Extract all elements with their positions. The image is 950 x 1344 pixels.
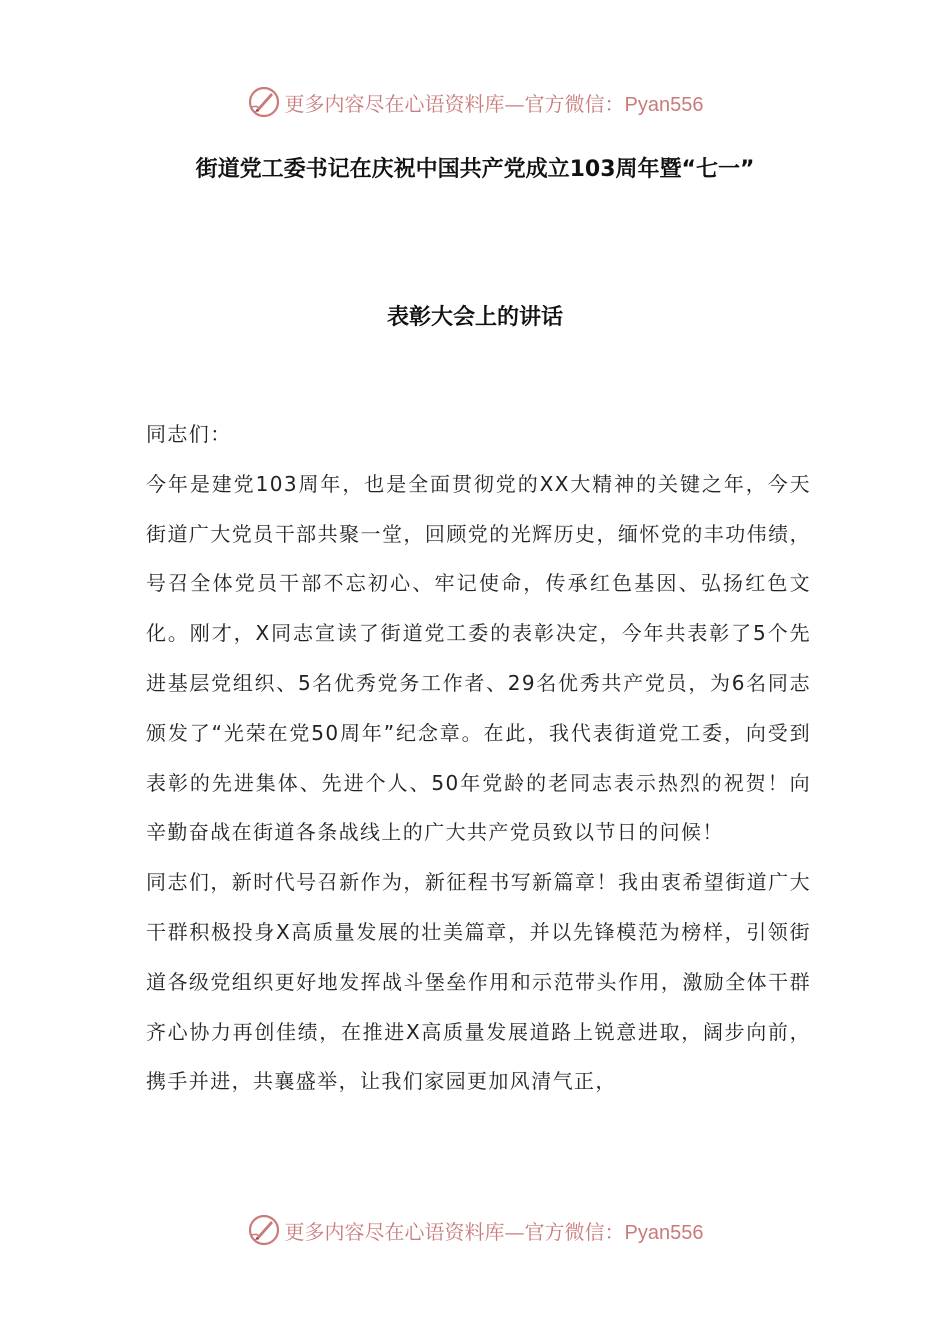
paragraph: 今年是建党103周年，也是全面贯彻党的XX大精神的关键之年，今天街道广大党员干部共聚一堂，回顾党的光辉历史，缅怀党的丰功伟绩，号召全体党员干部不忘初心、牢记使命，传承红色基因、弘扬红色文化。刚才，X同志宣读了街道党工委的表彰决定，今年共表彰了5个先进基层党组织、5名优秀党务工作者、29名优秀共产党员，为6名同志颁发了“光荣在党50周年”纪念章。在此，我代表街道党工委，向受到表彰的先进集体、先进个人、50年党龄的老同志表示热烈的祝贺！向辛勤奋战在街道各条战线上的广大共产党员致以节日的问候！	[146, 471, 811, 845]
banner-text: 更多内容尽在心语资料库—官方微信：	[284, 91, 625, 116]
quill-logo-icon	[247, 85, 281, 119]
banner-wechat-id: Pyan556	[624, 1221, 704, 1244]
banner-text: 更多内容尽在心语资料库—官方微信：	[284, 1219, 625, 1244]
quill-logo-icon	[247, 1213, 281, 1247]
document-title-line-2: 表彰大会上的讲话	[386, 305, 563, 330]
banner-wechat-id: Pyan556	[624, 93, 704, 116]
document-body	[146, 410, 811, 1107]
greeting: 同志们：	[146, 422, 232, 446]
paragraph: 同志们，新时代号召新作为，新征程书写新篇章！我由衷希望街道广大干群积极投身X高质量发展的壮美篇章，并以先锋模范为榜样，引领街道各级党组织更好地发挥战斗堡垒作用和示范带头作用，激励全体干群齐心协力再创佳绩，在推进X高质量发展道路上锐意进取，阔步向前，携手并进，共襄盛举，让我们家园更加风清气正，	[146, 870, 811, 1094]
footer-watermark-banner	[0, 1210, 950, 1250]
document-title-line-1: 街道党工委书记在庆祝中国共产党成立103周年暨“七一”	[195, 157, 755, 182]
header-watermark-banner	[0, 82, 950, 122]
